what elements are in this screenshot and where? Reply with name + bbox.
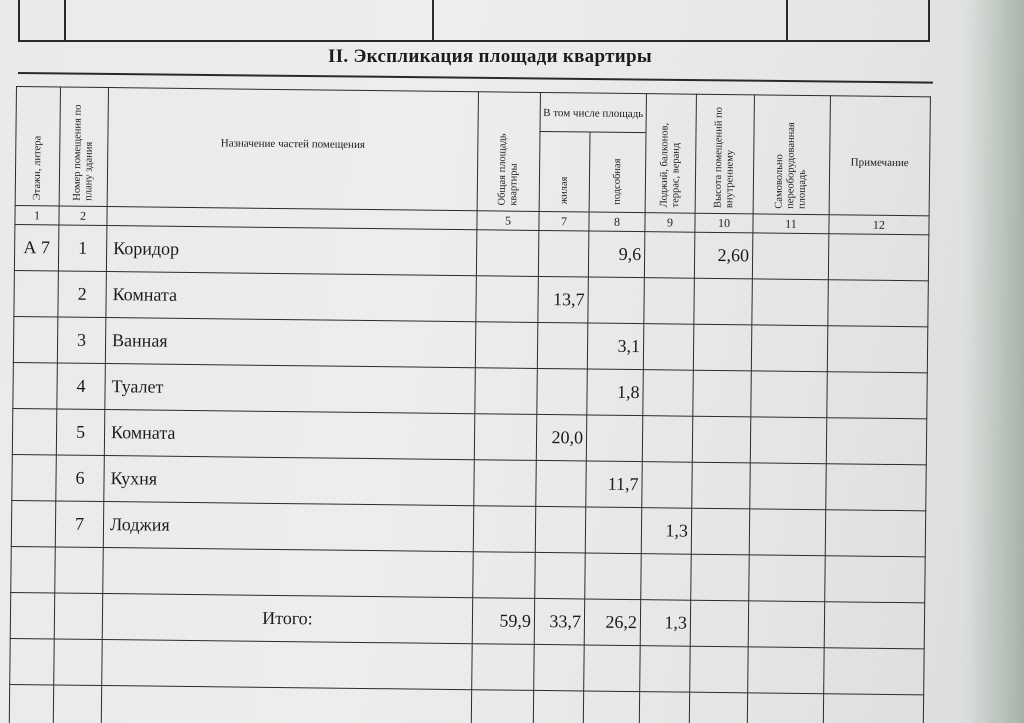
totals-label: Итого:: [102, 594, 472, 644]
table-row: 5 Комната 20,0: [12, 408, 926, 464]
table-row: А 7 1 Коридор 9,6 2,60: [14, 224, 928, 280]
totals-total-area: 59,9: [472, 598, 535, 645]
table-row: 6 Кухня 11,7: [12, 454, 926, 510]
header-row-1: [16, 87, 930, 137]
section-title: II. Экспликация площади квартиры: [328, 46, 652, 67]
header-note: Примечание: [829, 96, 930, 216]
header-auxiliary: подсобная: [589, 132, 646, 212]
totals-loggia: 1,3: [640, 600, 691, 647]
header-living: жилая: [539, 132, 590, 212]
title-underline: [18, 72, 933, 84]
totals-living: 33,7: [534, 598, 585, 645]
header-loggias: Лоджий, балконов, террас, веранд: [645, 94, 696, 214]
totals-auxiliary: 26,2: [584, 599, 641, 646]
table-row: 3 Ванная 3,1: [13, 316, 927, 372]
table-row: 7 Лоджия 1,3: [11, 500, 925, 556]
header-room-no: Номер помещения по плану здания: [59, 87, 108, 207]
header-floor: Этажи, литера: [15, 87, 60, 206]
page-edge-shadow: [964, 0, 1024, 723]
header-total-area: Общая площадь квартиры: [477, 92, 540, 212]
header-including: В том числе площадь: [540, 92, 646, 133]
table-row: 2 Комната 13,7: [14, 270, 928, 326]
header-unauthorized: Самовольно переоборудованная площадь: [753, 95, 830, 215]
explication-table: [9, 86, 931, 723]
previous-table-bottom-row: [18, 0, 930, 42]
header-height: Высота помещений по внутреннему: [695, 94, 754, 214]
header-purpose: Назначение частей помещения: [107, 88, 478, 211]
column-number-row: 1 2 5 7 8 9 10 11 12: [15, 205, 929, 234]
table-row: 4 Туалет 1,8: [13, 362, 927, 418]
